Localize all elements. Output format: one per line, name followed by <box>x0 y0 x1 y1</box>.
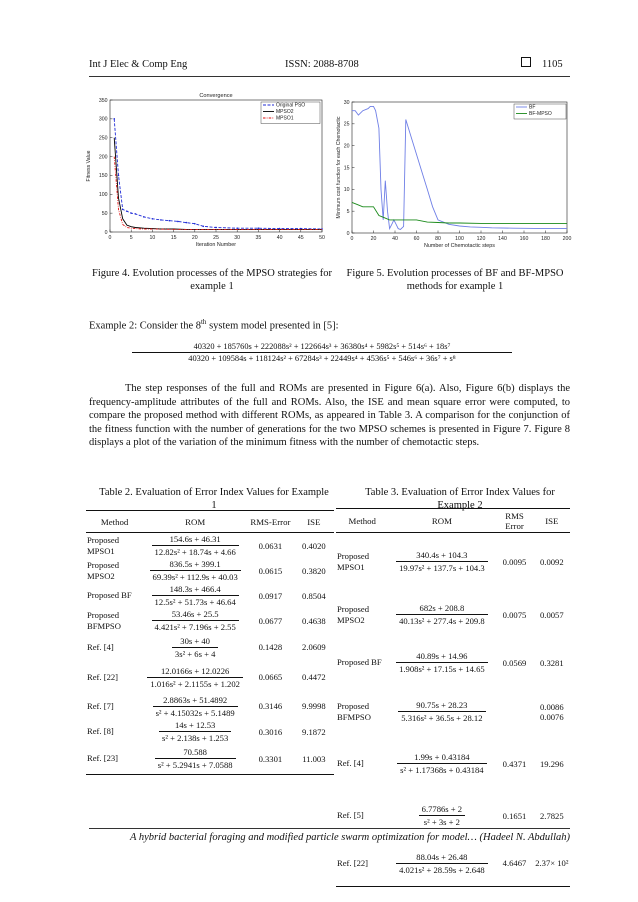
ise-cell: 0.3820 <box>302 565 326 576</box>
example2-text: Example 2: Consider the 8th system model presented in [5]: <box>89 318 339 332</box>
series-point <box>215 227 217 229</box>
ise-cell: 0.0086 0.0076 <box>540 701 564 722</box>
rom-numerator: 1.99s + 0.43184 <box>397 752 486 764</box>
series-point <box>186 222 188 224</box>
rom-cell <box>143 661 247 693</box>
transfer-function <box>152 534 239 557</box>
rms-cell: 0.3146 <box>258 701 283 711</box>
y-tick-label: 300 <box>98 116 108 123</box>
x-tick-label: 30 <box>234 235 241 241</box>
rom-numerator: 836.5s + 399.1 <box>150 559 241 571</box>
rms-cell: 4.6467 <box>502 858 527 869</box>
rms-cell: 0.4371 <box>502 758 527 769</box>
table2-caption: Table 2. Evaluation of Error Index Values for Example 1 <box>99 487 329 511</box>
rom-numerator: 40.89s + 14.96 <box>396 651 488 663</box>
rom-cell <box>143 608 247 633</box>
y-tick-label: 200 <box>98 154 108 161</box>
y-tick-label: 15 <box>343 165 350 172</box>
transfer-function <box>147 666 243 689</box>
figure5-chemotactic-chart <box>334 92 578 252</box>
series-point <box>126 210 128 212</box>
rom-denominator: 69.39s² + 112.9s + 40.03 <box>152 572 238 582</box>
y-axis-label: Minimum cost function for each Chemotactic <box>336 116 342 219</box>
ise-cell: 2.7825 <box>540 810 564 821</box>
method-cell: Ref. [23] <box>87 753 119 764</box>
legend-label: BF-MPSO <box>529 111 552 117</box>
rom-cell <box>388 639 495 687</box>
issn: ISSN: 2088-8708 <box>285 59 359 70</box>
y-tick-label: 250 <box>98 135 108 142</box>
ise-cell: 0.4638 <box>302 615 326 626</box>
x-tick-label: 60 <box>413 236 420 242</box>
table2-row <box>86 661 334 693</box>
y-tick-label: 30 <box>343 99 350 106</box>
rms-cell: 0.0917 <box>258 590 283 601</box>
rom-cell <box>388 687 495 737</box>
y-tick-label: 150 <box>98 173 108 180</box>
transfer-function <box>396 852 488 875</box>
y-tick-label: 25 <box>343 121 350 128</box>
legend-label: BF <box>529 104 536 111</box>
ise-cell: 9.9998 <box>302 701 326 711</box>
transfer-function <box>152 584 239 607</box>
y-tick-label: 350 <box>98 97 108 104</box>
table2-header-method: Method <box>100 516 129 527</box>
method-cell: Proposed MPSO2 <box>337 603 369 625</box>
rom-cell <box>143 633 247 661</box>
table2-header-rom: ROM <box>185 516 206 527</box>
ise-cell: 0.3281 <box>540 657 564 668</box>
rom-denominator: 40.13s² + 277.4s + 209.8 <box>399 616 485 626</box>
y-tick-label: 5 <box>346 208 350 215</box>
y-tick-label: 50 <box>101 210 108 217</box>
rom-numerator: 90.75s + 28.23 <box>398 700 485 712</box>
method-cell: Proposed MPSO1 <box>337 550 369 572</box>
method-cell: Ref. [22] <box>87 671 119 682</box>
x-tick-label: 200 <box>562 236 572 242</box>
x-tick-label: 0 <box>350 236 354 242</box>
transfer-function <box>419 804 465 827</box>
table2-row <box>86 608 334 633</box>
table3-row <box>336 737 570 791</box>
series-point <box>236 227 238 229</box>
series-point <box>122 209 124 211</box>
ise-cell: 2.37× 10² <box>535 858 569 869</box>
rom-cell <box>143 583 247 608</box>
table2-row <box>86 533 334 559</box>
body-paragraph: The step responses of the full and ROMs are presented in Figure 6(a). Also, Figure 6(b) displays the frequency-amplitude attributes of the full and ROMs. Also, the ISE and mean square error were computed, to compare the proposed method with different ROMs, as appeared in Table 3. A comparison for the conjunction of the fitness function with the number of generations for the two MPSO schemes is presented in Figure 7. Figure 8 displays a plot of the variation of the minimum fitness with the number of chemotactic steps. <box>89 383 570 449</box>
y-tick-label: 20 <box>343 143 350 150</box>
rom-cell <box>388 841 495 887</box>
x-tick-label: 100 <box>455 236 464 242</box>
legend-label: Original PSO <box>276 102 306 109</box>
method-cell: Proposed MPSO1 <box>87 534 119 556</box>
x-tick-label: 20 <box>191 235 198 241</box>
plot-area <box>352 102 567 233</box>
transfer-function <box>396 651 488 674</box>
x-tick-label: 10 <box>149 235 156 241</box>
method-cell: Proposed BF <box>337 657 382 667</box>
table2-row <box>86 744 334 774</box>
table3-row <box>336 533 570 591</box>
ise-cell: 0.4472 <box>302 672 326 682</box>
ise-cell: 0.0092 <box>540 556 564 567</box>
rom-denominator: s² + 1.17368s + 0.43184 <box>400 765 484 775</box>
series-point <box>160 219 162 221</box>
method-cell: Ref. [22] <box>337 857 369 868</box>
legend-label: MPSO1 <box>276 115 294 122</box>
table3 <box>336 508 570 887</box>
table2 <box>86 510 334 775</box>
series-point <box>202 226 204 228</box>
rom-denominator: s² + 3s + 2 <box>423 817 460 827</box>
table3-row <box>336 841 570 887</box>
table3-caption: Table 3. Evaluation of Error Index Values for Example 2 <box>365 487 555 511</box>
table3-header-method: Method <box>348 515 376 526</box>
rom-cell <box>143 533 247 559</box>
x-axis-label: Number of Chemotactic steps <box>423 243 496 249</box>
series-point <box>113 118 115 120</box>
x-axis-label: Iteration Number <box>195 242 237 248</box>
rom-numerator: 2.8863s + 51.4892 <box>153 695 238 707</box>
rom-cell <box>388 591 495 639</box>
x-tick-label: 50 <box>319 235 325 241</box>
table3-header-rom: ROM <box>431 515 452 526</box>
method-cell: Ref. [5] <box>337 810 364 820</box>
header-rule <box>89 76 570 77</box>
x-tick-label: 140 <box>498 236 507 242</box>
rms-cell: 0.3301 <box>258 753 283 764</box>
rom-denominator: 4.421s² + 7.196s + 2.55 <box>154 622 236 632</box>
rom-cell <box>388 737 495 791</box>
ise-cell: 0.4020 <box>302 540 326 551</box>
x-tick-label: 15 <box>170 235 177 241</box>
rom-numerator: 682s + 208.8 <box>396 603 488 615</box>
ise-cell: 2.0609 <box>302 642 326 652</box>
x-tick-label: 40 <box>392 236 398 242</box>
rom-numerator: 14s + 12.53 <box>159 720 231 732</box>
chart-title: Convergence <box>199 93 233 99</box>
figure5-caption: Figure 5. Evolution processes of BF and BF-MPSO methods for example 1 <box>346 268 564 292</box>
method-cell: Ref. [4] <box>337 758 364 768</box>
rom-numerator: 12.0166s + 12.0226 <box>147 666 243 678</box>
transfer-function <box>152 609 239 632</box>
rom-denominator: s² + 2.138s + 1.253 <box>162 733 229 743</box>
x-tick-label: 45 <box>297 235 304 241</box>
y-tick-label: 10 <box>343 187 350 194</box>
ise-cell: 0.0057 <box>540 609 564 620</box>
method-cell: Proposed BF <box>87 590 132 600</box>
transfer-function <box>397 752 486 775</box>
table2-header-ise: ISE <box>307 516 321 527</box>
rom-cell <box>143 719 247 744</box>
series-point <box>258 227 260 229</box>
x-tick-label: 120 <box>476 236 486 242</box>
series-point <box>143 216 145 218</box>
figure4-caption: Figure 4. Evolution processes of the MPSO strategies for example 1 <box>91 268 332 292</box>
table2-row <box>86 583 334 608</box>
x-tick-label: 80 <box>435 236 441 242</box>
table3-row <box>336 687 570 737</box>
method-cell: Ref. [8] <box>87 726 114 736</box>
y-tick-label: 0 <box>104 229 108 236</box>
transfer-function <box>150 559 241 582</box>
x-tick-label: 0 <box>108 235 112 241</box>
transfer-function <box>153 695 238 718</box>
rom-denominator: 4.021s² + 28.59s + 2.648 <box>399 864 485 875</box>
series-point <box>169 220 171 222</box>
table2-row <box>86 633 334 661</box>
footer-text: A hybrid bacterial foraging and modified particle swarm optimization for model… (Hadeel N. Abdullah) <box>129 832 570 843</box>
series-point <box>194 223 196 225</box>
rom-numerator: 30s + 40 <box>172 636 218 648</box>
series-point <box>118 175 120 177</box>
rms-cell: 0.1428 <box>258 642 283 652</box>
ise-cell: 19.296 <box>540 758 564 769</box>
method-cell: Proposed BFMPSO <box>337 700 371 722</box>
rom-numerator: 53.46s + 25.5 <box>152 609 239 621</box>
transfer-function <box>172 636 218 659</box>
rom-denominator: 3s² + 6s + 4 <box>174 648 216 659</box>
rom-cell <box>143 558 247 583</box>
page-number: 1105 <box>542 59 563 70</box>
rom-denominator: 5.316s² + 36.5s + 28.12 <box>401 713 483 723</box>
rom-cell <box>388 533 495 591</box>
footer-rule <box>89 828 570 829</box>
table3-header-ise: ISE <box>545 515 559 526</box>
x-tick-label: 40 <box>276 235 283 241</box>
rom-numerator: 148.3s + 466.4 <box>152 584 239 596</box>
series-point <box>130 212 132 214</box>
x-tick-label: 20 <box>370 236 377 242</box>
transfer-function <box>159 720 231 743</box>
rms-cell: 0.0677 <box>258 615 283 626</box>
rom-cell <box>143 693 247 719</box>
table3-row <box>336 591 570 639</box>
rom-denominator: 19.97s² + 137.7s + 104.3 <box>399 563 485 574</box>
example2-equation <box>132 342 512 363</box>
rms-cell: 0.0665 <box>258 672 283 682</box>
table2-header-rms: RMS-Error <box>250 516 291 527</box>
rom-numerator: 70.588 <box>155 747 236 759</box>
series-point <box>152 218 154 220</box>
method-cell: Proposed BFMPSO <box>87 609 121 631</box>
method-cell: Ref. [4] <box>87 641 114 652</box>
y-axis-label: Fitness Value <box>86 150 92 182</box>
figure4-convergence-chart <box>76 88 332 258</box>
method-cell: Proposed MPSO2 <box>87 559 119 581</box>
ise-cell: 9.1872 <box>302 726 326 737</box>
table2-row <box>86 558 334 583</box>
y-tick-label: 100 <box>98 192 108 199</box>
rom-numerator: 88.04s + 26.48 <box>396 852 488 864</box>
rom-numerator: 340.4s + 104.3 <box>396 550 488 562</box>
x-tick-label: 180 <box>541 236 550 242</box>
journal-name: Int J Elec & Comp Eng <box>89 59 188 70</box>
series-point <box>177 221 179 223</box>
rom-denominator: 12.5s² + 51.73s + 46.64 <box>154 597 236 607</box>
method-cell: Ref. [7] <box>87 700 114 711</box>
legend-label: MPSO2 <box>276 109 294 115</box>
ise-cell: 0.8504 <box>302 590 326 601</box>
rms-cell: 0.3016 <box>258 726 283 737</box>
equation-numerator: 40320 + 185760s + 222088s² + 122664s³ + 36380s⁴ + 5982s⁵ + 514s⁶ + 18s⁷ <box>132 342 512 353</box>
checkbox-icon <box>521 57 531 67</box>
rms-cell: 0.0075 <box>502 609 527 620</box>
rom-denominator: 1.908s² + 17.15s + 14.65 <box>399 664 485 674</box>
equation-denominator: 40320 + 109584s + 118124s² + 67284s³ + 22449s⁴ + 4536s⁵ + 546s⁶ + 36s⁷ + s⁸ <box>188 354 456 363</box>
rom-numerator: 154.6s + 46.31 <box>152 534 239 546</box>
rms-cell: 0.0095 <box>502 556 527 567</box>
x-tick-label: 35 <box>255 235 262 241</box>
transfer-function <box>155 747 236 770</box>
rms-cell: 0.0615 <box>258 565 283 576</box>
rom-denominator: s² + 5.2941s + 7.0588 <box>157 760 233 771</box>
rms-cell: 0.1651 <box>502 810 527 821</box>
rms-cell <box>495 687 533 737</box>
transfer-function <box>396 603 488 626</box>
rom-numerator: 6.7786s + 2 <box>419 804 465 816</box>
rom-denominator: 1.016s² + 2.1155s + 1.202 <box>150 678 240 689</box>
x-tick-label: 5 <box>129 235 133 241</box>
table2-row <box>86 719 334 744</box>
x-tick-label: 25 <box>213 235 219 241</box>
rom-denominator: 12.82s² + 18.74s + 4.66 <box>154 547 236 557</box>
table3-row <box>336 639 570 687</box>
rom-cell <box>143 744 247 774</box>
rom-denominator: s² + 4.15032s + 5.1489 <box>155 707 235 718</box>
rms-cell: 0.0631 <box>258 540 283 551</box>
ise-cell: 11.003 <box>302 753 326 764</box>
x-tick-label: 160 <box>519 236 529 242</box>
transfer-function <box>396 550 488 573</box>
transfer-function <box>398 700 485 723</box>
series-point <box>135 213 137 215</box>
table3-header-rms: RMS Error <box>505 510 524 531</box>
y-tick-label: 0 <box>346 230 350 237</box>
rms-cell: 0.0569 <box>502 657 527 668</box>
table2-row <box>86 693 334 719</box>
